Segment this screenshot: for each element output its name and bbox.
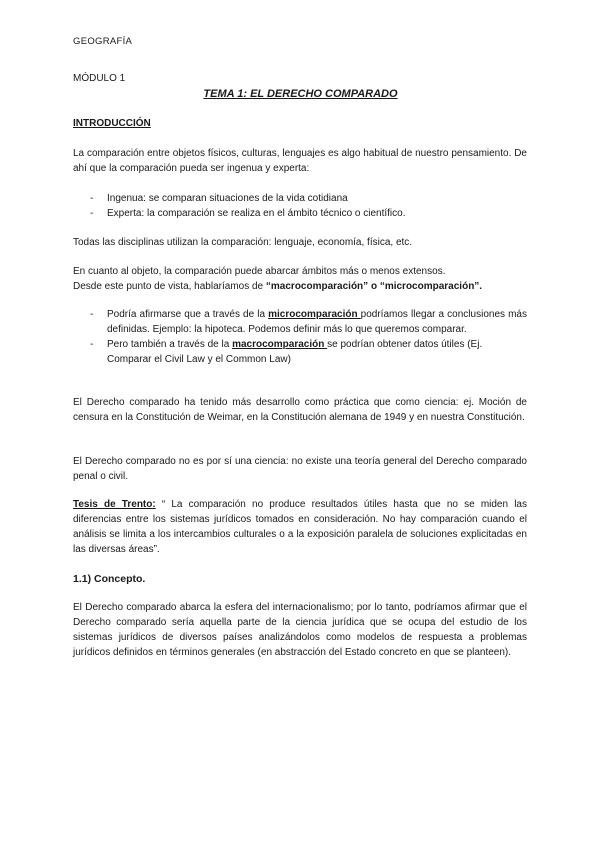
page-title: TEMA 1: EL DERECHO COMPARADO: [203, 88, 398, 100]
list-item-post: se podrían obtener datos útiles (Ej. Comparar el Civil Law y el Common Law): [107, 339, 483, 365]
list-comparison-scope: [73, 307, 527, 367]
paragraph-object-line2: [73, 279, 527, 294]
subject-header: GEOGRAFÍA: [73, 36, 133, 47]
paragraph-object-line1: En cuanto al objeto, la comparación puede abarcar ámbitos más o menos extensos.: [73, 266, 446, 277]
macro-micro-terms: “macrocomparación” o “microcomparación”.: [265, 281, 483, 292]
intro-heading: INTRODUCCIÓN: [73, 118, 151, 129]
list-item: - Ingenua: se comparan situaciones de la vida cotidiana: [90, 193, 348, 204]
term-macrocomparacion: macrocomparación: [232, 339, 328, 350]
list-item: - Podría afirmarse que a través de la microcomparación podríamos llegar a conclusiones más definidas. Ejemplo: la hipoteca. Podemos definir más lo que queremos comparar.: [90, 309, 527, 335]
paragraph-disciplines: Todas las disciplinas utilizan la comparación: lenguaje, economía, física, etc.: [73, 237, 413, 248]
list-comparison-types: [73, 191, 527, 221]
list-item-post: podríamos llegar a conclusiones más definidas. Ejemplo: la hipoteca. Podemos definir más lo que queremos comparar.: [107, 309, 527, 335]
trento-quote: “ La comparación no produce resultados útiles hasta que no se miden las diferencias entre los sistemas jurídicos tomados en consideración. No hay comparación cuando el análisis se limita a los intercambios culturales o a la exposición paralela de soluciones explicitadas en las diversas áreas”.: [73, 499, 527, 555]
paragraph-intro: La comparación entre objetos físicos, culturas, lenguajes es algo habitual de nuestro pensamiento. De ahí que la comparación pueda ser ingenua y experta:: [73, 148, 527, 174]
paragraph-object: [73, 264, 527, 294]
paragraph-practice: El Derecho comparado ha tenido más desarrollo como práctica que como ciencia: ej. Moción de censura en la Constitución de Weimar, en la Constitución alemana de 1949 y en nuestra Constitución.: [73, 397, 527, 423]
module-label: MÓDULO 1: [73, 73, 126, 84]
term-microcomparacion: microcomparación: [268, 309, 361, 320]
paragraph-object-prefix: Desde este punto de vista, hablaríamos de: [73, 281, 266, 292]
paragraph-trento: [73, 497, 527, 557]
list-item-text: Ingenua: se comparan situaciones de la vida cotidiana: [107, 193, 348, 204]
list-item: - Experta: la comparación se realiza en el ámbito técnico o científico.: [90, 208, 406, 219]
list-item: - Pero también a través de la macrocomparación se podrían obtener datos útiles (Ej. Comparar el Civil Law y el Common Law): [90, 339, 483, 365]
trento-label: Tesis de Trento:: [73, 499, 156, 510]
paragraph-not-science: El Derecho comparado no es por sí una ciencia: no existe una teoría general del Derecho comparado penal o civil.: [73, 456, 527, 482]
list-item-pre: Pero también a través de la: [107, 339, 233, 350]
list-item-pre: Podría afirmarse que a través de la: [107, 309, 269, 320]
paragraph-concepto: El Derecho comparado abarca la esfera del internacionalismo; por lo tanto, podríamos afirmar que el Derecho comparado sería aquella parte de la ciencia jurídica que se ocupa del estudio de los sistemas jurídicos de diversos países analizándolos como modelos de respuesta a problemas jurídicos definidos en términos generales (en abstracción del Estado concreto en que se planteen).: [73, 602, 527, 658]
section-heading-concepto: 1.1) Concepto.: [73, 573, 146, 585]
list-item-text: Experta: la comparación se realiza en el ámbito técnico o científico.: [107, 208, 406, 219]
